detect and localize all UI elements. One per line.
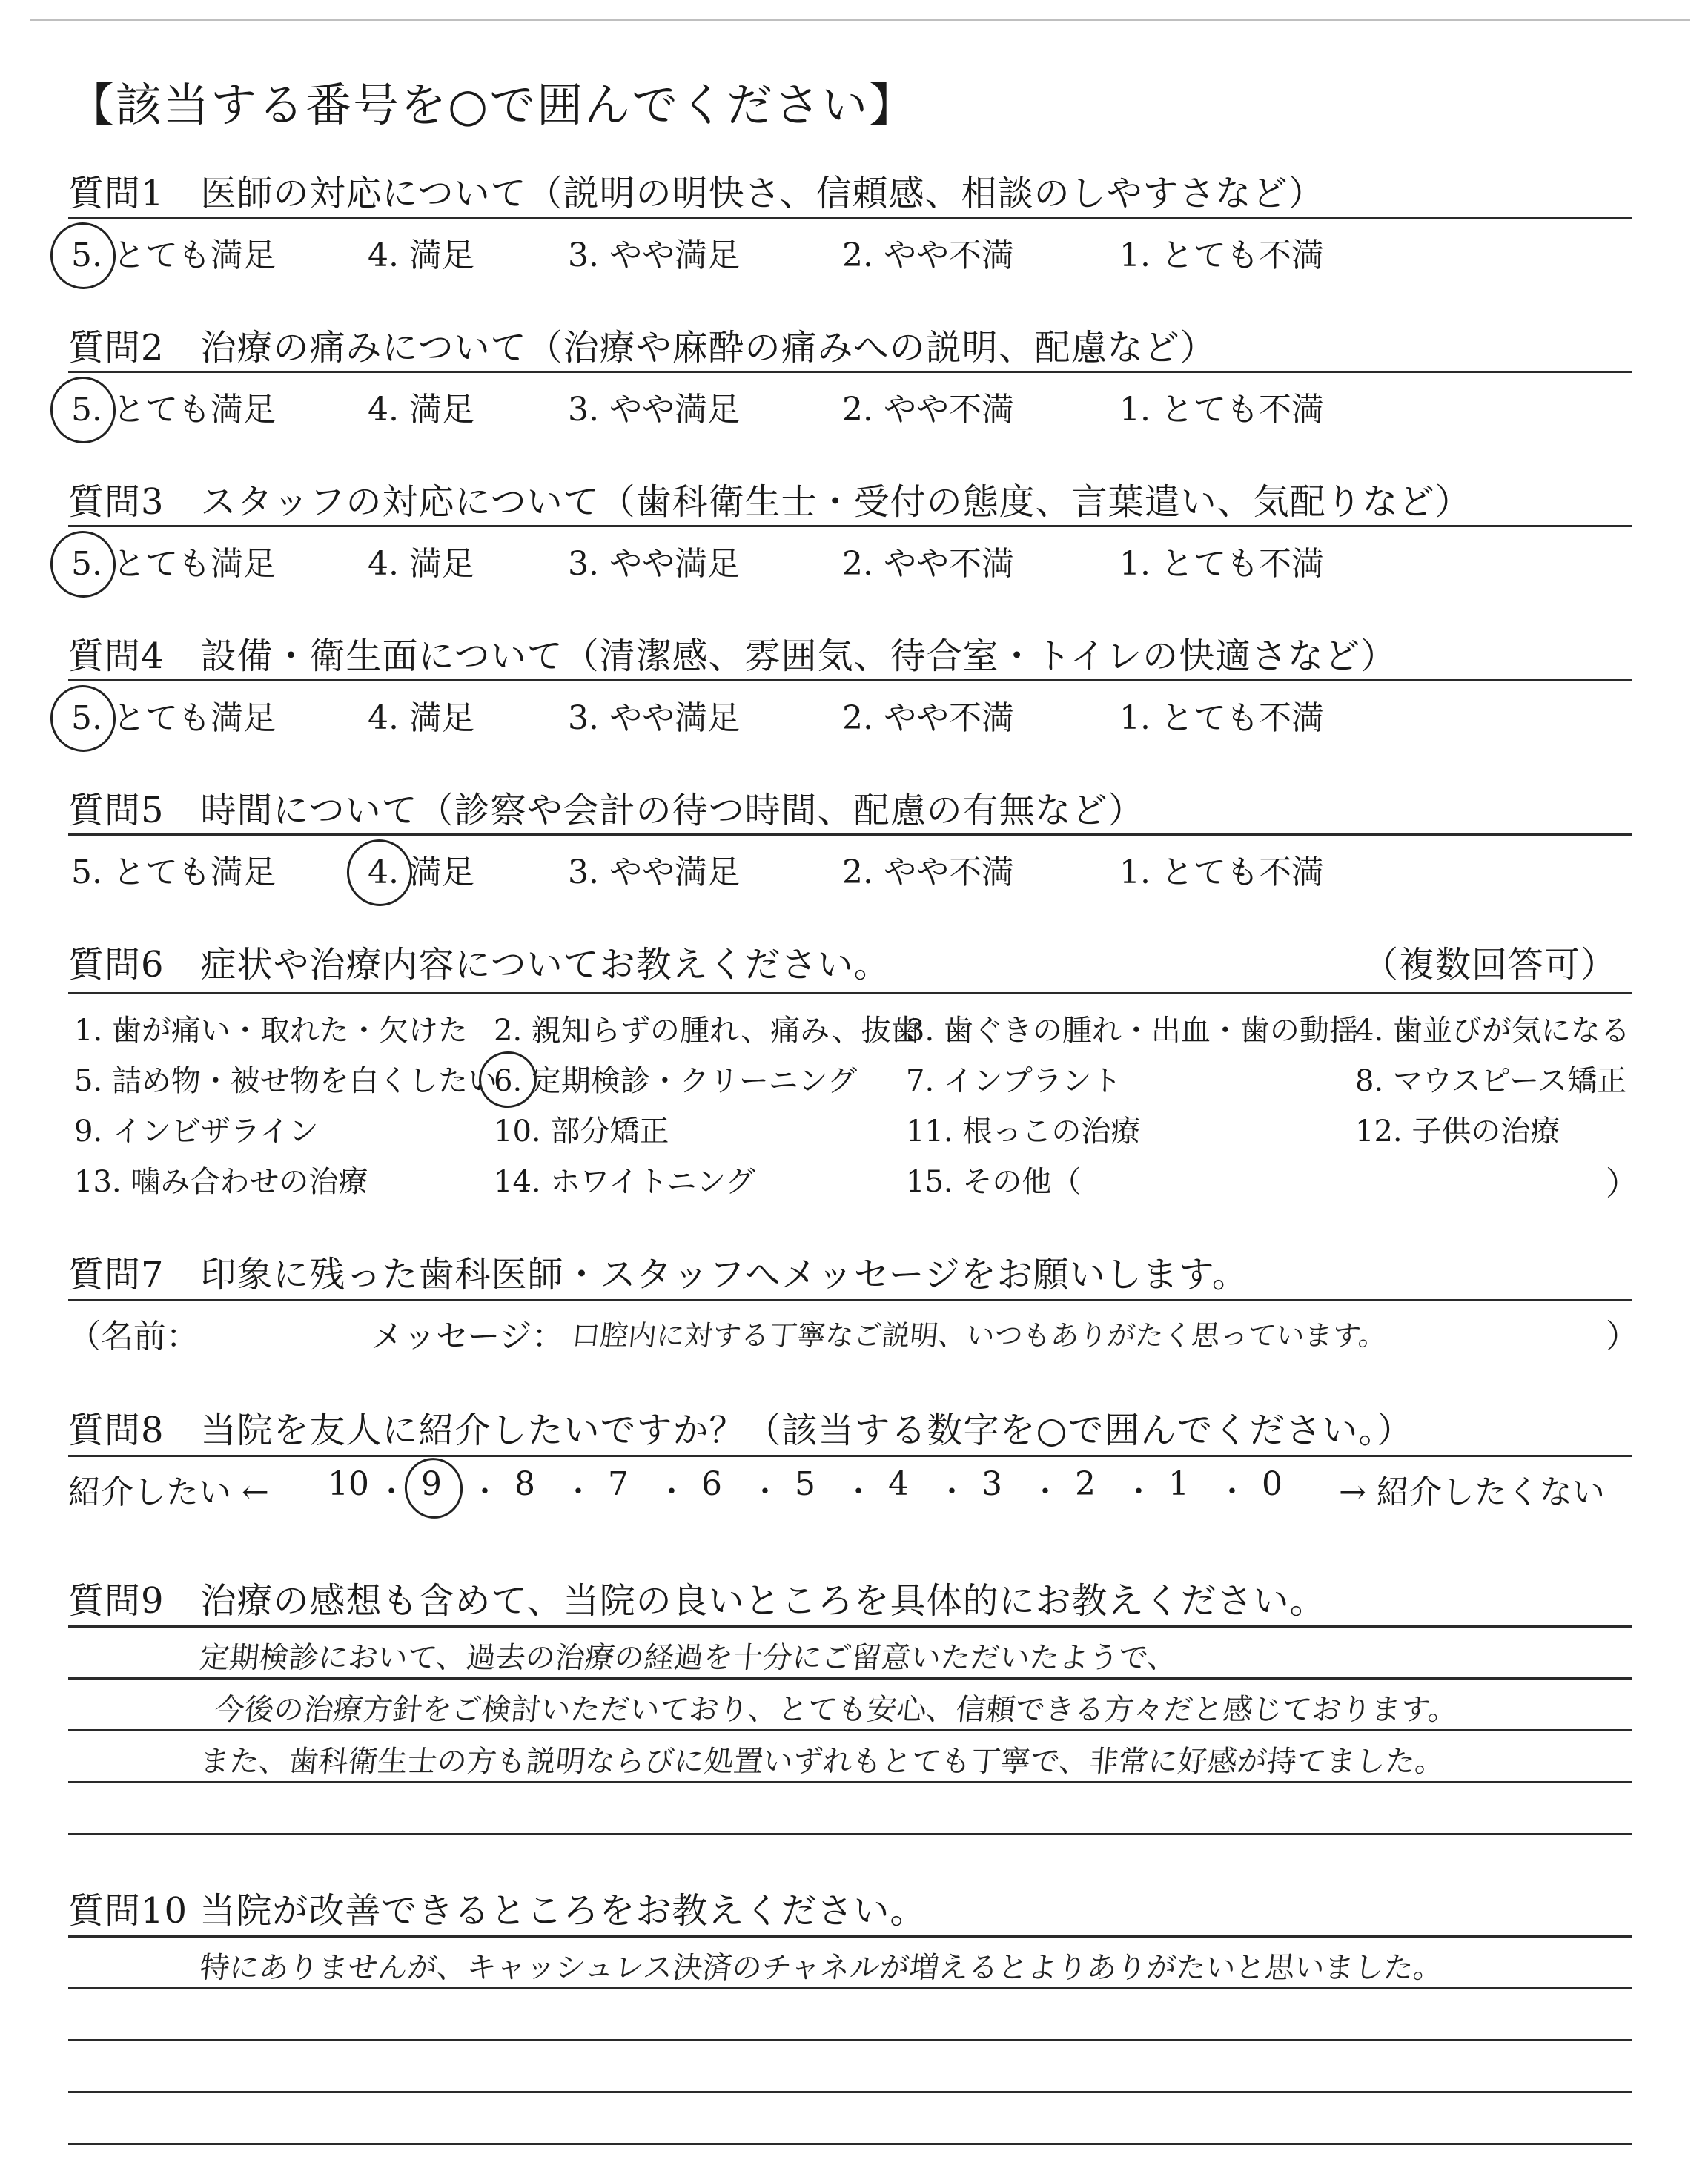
q1-rule <box>68 217 1632 219</box>
q10-answer-text-1: 特にありませんが、キャッシュレス決済のチャネルが増えるとよりありがたいと思いました。 <box>198 1951 1445 1985</box>
q3-option-5: 5. とても満足 <box>71 545 276 583</box>
q7-message-label: メッセージ： <box>371 1318 565 1355</box>
q8-separator: ・ <box>563 1475 593 1509</box>
q5-option-3: 3. やや満足 <box>568 853 740 891</box>
q2-option-2: 2. やや不満 <box>842 391 1014 429</box>
q8-separator: ・ <box>377 1475 406 1509</box>
q8-scale-3: 3 <box>982 1465 1002 1503</box>
q6-selected-circle-6 <box>474 1046 542 1114</box>
q1-option-3: 3. やや満足 <box>568 237 740 274</box>
q8-selected-circle <box>399 1453 468 1524</box>
q10-line-rule-3 <box>68 2039 1632 2041</box>
q8-left-label: 紹介したい ← <box>68 1473 269 1511</box>
q2-title: 質問2 治療の痛みについて（治療や麻酔の痛みへの説明、配慮など） <box>68 327 1217 369</box>
q8-scale-9: 9 <box>421 1465 442 1503</box>
q6-option-4: 4. 歯並びが気になる <box>1355 1014 1630 1048</box>
q3-option-4: 4. 満足 <box>368 545 474 583</box>
q6-option-8: 8. マウスピース矯正 <box>1355 1064 1627 1098</box>
q4-option-4: 4. 満足 <box>368 699 474 737</box>
q7-close-paren: ） <box>1606 1318 1638 1355</box>
q10-line-rule-1 <box>68 1935 1632 1938</box>
q6-option-12: 12. 子供の治療 <box>1355 1114 1560 1149</box>
q5-title: 質問5 時間について（診察や会計の待つ時間、配慮の有無など） <box>68 790 1145 831</box>
q10-line-rule-2 <box>68 1987 1632 1989</box>
q9-line-rule-1 <box>68 1625 1632 1628</box>
q6-option-10: 10. 部分矯正 <box>494 1114 669 1149</box>
q8-separator: ・ <box>470 1475 500 1509</box>
q9-answer-text-3: また、歯科衛生士の方も説明ならびに処置いずれもとても丁寧で、非常に好感が持てました。 <box>198 1745 1447 1779</box>
q9-line-rule-5 <box>68 1833 1632 1835</box>
q10-line-rule-5 <box>68 2143 1632 2145</box>
q9-line-rule-2 <box>68 1677 1632 1680</box>
q6-option-13: 13. 噛み合わせの治療 <box>74 1165 368 1199</box>
q4-option-3: 3. やや満足 <box>568 699 740 737</box>
q9-line-rule-4 <box>68 1781 1632 1783</box>
q9-answer-text-1: 定期検診において、過去の治療の経過を十分にご留意いただいたようで、 <box>198 1641 1179 1675</box>
q8-separator: ・ <box>750 1475 780 1509</box>
q5-option-5: 5. とても満足 <box>71 853 276 891</box>
q1-option-4: 4. 満足 <box>368 237 474 274</box>
q6-option-11: 11. 根っこの治療 <box>906 1114 1141 1149</box>
q6-title: 質問6 症状や治療内容についてお教えください。 <box>68 944 890 985</box>
q8-scale-7: 7 <box>608 1465 629 1503</box>
q1-option-5: 5. とても満足 <box>71 237 276 274</box>
q3-option-2: 2. やや不満 <box>842 545 1014 583</box>
q7-name-label: （名前： <box>68 1318 199 1355</box>
q6-option-2: 2. 親知らずの腫れ、痛み、抜歯 <box>494 1014 921 1048</box>
q8-separator: ・ <box>1217 1475 1247 1509</box>
q4-title: 質問4 設備・衛生面について（清潔感、雰囲気、待合室・トイレの快適さなど） <box>68 635 1397 677</box>
q8-scale-0: 0 <box>1262 1465 1282 1503</box>
q4-option-5: 5. とても満足 <box>71 699 276 737</box>
q2-option-1: 1. とても不満 <box>1119 391 1324 429</box>
q6-rule <box>68 992 1632 994</box>
q9-answer-text-2: 今後の治療方針をご検討いただいており、とても安心、信頼できる方々だと感じております。 <box>213 1693 1460 1727</box>
q8-separator: ・ <box>1124 1475 1153 1509</box>
q8-scale-1: 1 <box>1168 1465 1189 1503</box>
q8-title: 質問8 当院を友人に紹介したいですか？（該当する数字を○で囲んでください。） <box>68 1410 1414 1451</box>
q7-message-text: 口腔内に対する丁寧なご説明、いつもありがたく思っています。 <box>570 1319 1388 1352</box>
q3-rule <box>68 525 1632 527</box>
q1-option-2: 2. やや不満 <box>842 237 1014 274</box>
q10-title: 質問10 当院が改善できるところをお教えください。 <box>68 1890 927 1932</box>
q8-scale-4: 4 <box>888 1465 909 1503</box>
q6-option-3: 3. 歯ぐきの腫れ・出血・歯の動揺 <box>906 1014 1359 1048</box>
q6-option-14: 14. ホワイトニング <box>494 1165 755 1199</box>
q6-note: （複数回答可） <box>1363 944 1618 985</box>
page-header: 【該当する番号を○で囲んでください】 <box>68 78 917 132</box>
q6-option-15: 15. その他（ <box>906 1165 1082 1199</box>
q8-separator: ・ <box>937 1475 967 1509</box>
q2-rule <box>68 371 1632 373</box>
q8-rule <box>68 1455 1632 1457</box>
q8-separator: ・ <box>844 1475 873 1509</box>
q2-option-4: 4. 満足 <box>368 391 474 429</box>
q8-scale-10: 10 <box>328 1465 369 1503</box>
q8-scale-8: 8 <box>514 1465 535 1503</box>
q6-option-7: 7. インプラント <box>906 1064 1122 1098</box>
q9-title: 質問9 治療の感想も含めて、当院の良いところを具体的にお教えください。 <box>68 1580 1326 1622</box>
q6-option-9: 9. インビザライン <box>74 1114 319 1149</box>
q1-title: 質問1 医師の対応について（説明の明快さ、信頼感、相談のしやすさなど） <box>68 173 1325 214</box>
q6-option-5: 5. 詰め物・被せ物を白くしたい <box>74 1064 497 1098</box>
q8-scale-6: 6 <box>701 1465 722 1503</box>
q10-line-rule-4 <box>68 2091 1632 2093</box>
q2-option-5: 5. とても満足 <box>71 391 276 429</box>
q7-rule <box>68 1299 1632 1301</box>
q8-scale-5: 5 <box>795 1465 815 1503</box>
q6-option-1: 1. 歯が痛い・取れた・欠けた <box>74 1014 468 1048</box>
q5-option-2: 2. やや不満 <box>842 853 1014 891</box>
scan-top-edge <box>30 19 1690 21</box>
q3-option-1: 1. とても不満 <box>1119 545 1324 583</box>
q8-separator: ・ <box>1030 1475 1060 1509</box>
q6-option-6: 6. 定期検診・クリーニング <box>494 1064 858 1098</box>
q5-option-1: 1. とても不満 <box>1119 853 1324 891</box>
q6-close-paren: ） <box>1606 1165 1638 1203</box>
q1-option-1: 1. とても不満 <box>1119 237 1324 274</box>
q4-option-2: 2. やや不満 <box>842 699 1014 737</box>
q5-rule <box>68 833 1632 836</box>
q8-right-label: → 紹介したくない <box>1339 1473 1605 1511</box>
q3-option-3: 3. やや満足 <box>568 545 740 583</box>
q8-separator: ・ <box>657 1475 686 1509</box>
q9-line-rule-3 <box>68 1729 1632 1731</box>
q2-option-3: 3. やや満足 <box>568 391 740 429</box>
q8-scale-2: 2 <box>1075 1465 1096 1503</box>
q7-title: 質問7 印象に残った歯科医師・スタッフへメッセージをお願いします。 <box>68 1254 1248 1295</box>
q3-title: 質問3 スタッフの対応について（歯科衛生士・受付の態度、言葉遣い、気配りなど） <box>68 481 1472 523</box>
q4-rule <box>68 679 1632 681</box>
q5-option-4: 4. 満足 <box>368 853 474 891</box>
q4-option-1: 1. とても不満 <box>1119 699 1324 737</box>
